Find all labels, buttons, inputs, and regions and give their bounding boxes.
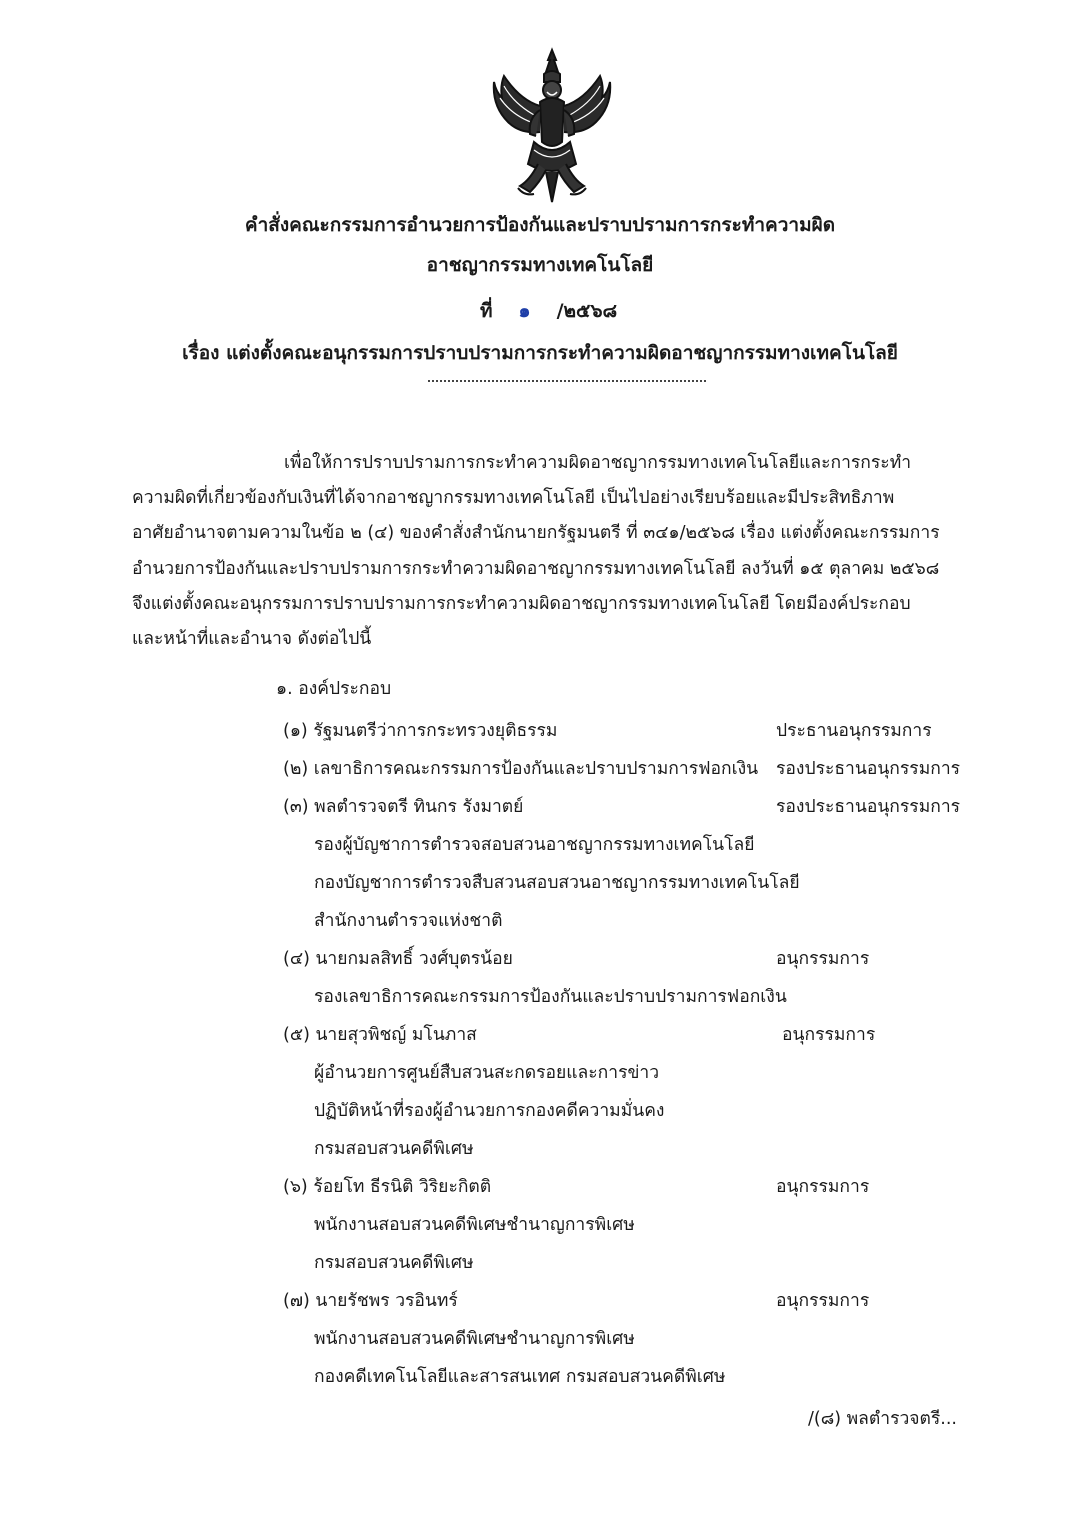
- member-detail: กรมสอบสวนคดีพิเศษ: [314, 1253, 474, 1273]
- order-year: /๒๕๖๘: [556, 300, 618, 322]
- dotted-divider: [428, 380, 706, 382]
- section-composition-title: ๑. องค์ประกอบ: [276, 679, 392, 699]
- member-role: อนุกรรมการ: [776, 949, 870, 969]
- order-title-line-1: คำสั่งคณะกรรมการอำนวยการป้องกันและปราบปรามการกระทำความผิด: [244, 214, 836, 236]
- member-name: (๓) พลตำรวจตรี ทินกร รังมาตย์: [283, 797, 524, 817]
- member-detail: กองบัญชาการตำรวจสืบสวนสอบสวนอาชญากรรมทางเทคโนโลยี: [314, 873, 800, 893]
- preamble-line: เพื่อให้การปราบปรามการกระทำความผิดอาชญากรรมทางเทคโนโลยีและการกระทำ: [284, 453, 912, 473]
- member-name: (๑) รัฐมนตรีว่าการกระทรวงยุติธรรม: [283, 721, 558, 741]
- preamble-paragraph: [132, 446, 978, 657]
- order-number-line: [480, 296, 617, 326]
- member-detail: รองผู้บัญชาการตำรวจสอบสวนอาชญากรรมทางเทคโนโลยี: [314, 835, 755, 855]
- member-detail: กรมสอบสวนคดีพิเศษ: [314, 1139, 474, 1159]
- preamble-line: และหน้าที่และอำนาจ ดังต่อไปนี้: [132, 628, 372, 649]
- member-name: (๖) ร้อยโท ธีรนิติ วิริยะกิตติ: [283, 1177, 492, 1197]
- member-name: (๗) นายรัชพร วรอินทร์: [283, 1291, 458, 1311]
- order-subject: เรื่อง แต่งตั้งคณะอนุกรรมการปราบปรามการกระทำความผิดอาชญากรรมทางเทคโนโลยี: [182, 342, 898, 364]
- continued-next-page: /(๘) พลตำรวจตรี...: [808, 1409, 957, 1429]
- member-detail: ปฏิบัติหน้าที่รองผู้อำนวยการกองคดีความมั่นคง: [314, 1101, 665, 1121]
- order-number-label: ที่: [480, 300, 493, 322]
- member-role: ประธานอนุกรรมการ: [776, 721, 932, 741]
- member-detail: พนักงานสอบสวนคดีพิเศษชำนาญการพิเศษ: [314, 1329, 635, 1349]
- member-detail: สำนักงานตำรวจแห่งชาติ: [314, 911, 503, 931]
- preamble-line: จึงแต่งตั้งคณะอนุกรรมการปราบปรามการกระทำความผิดอาชญากรรมทางเทคโนโลยี โดยมีองค์ประกอบ: [132, 593, 911, 614]
- member-detail: กองคดีเทคโนโลยีและสารสนเทศ กรมสอบสวนคดีพิเศษ: [314, 1367, 726, 1387]
- order-number: ๑: [518, 300, 531, 322]
- member-role: อนุกรรมการ: [776, 1291, 870, 1311]
- preamble-line: อาศัยอำนาจตามความในข้อ ๒ (๔) ของคำสั่งสำนักนายกรัฐมนตรี ที่ ๓๔๑/๒๕๖๘ เรื่อง แต่งตั้งคณะกรรมการ: [132, 523, 940, 544]
- member-name: (๕) นายสุวพิชญ์ มโนภาส: [283, 1025, 477, 1045]
- member-role: อนุกรรมการ: [776, 1177, 870, 1197]
- member-role: รองประธานอนุกรรมการ: [776, 797, 961, 817]
- member-name: (๔) นายกมลสิทธิ์ วงศ์บุตรน้อย: [283, 949, 513, 969]
- member-detail: ผู้อำนวยการศูนย์สืบสวนสะกดรอยและการข่าว: [314, 1063, 660, 1083]
- member-name: (๒) เลขาธิการคณะกรรมการป้องกันและปราบปรามการฟอกเงิน: [283, 759, 759, 779]
- member-role: อนุกรรมการ: [782, 1025, 876, 1045]
- member-role: รองประธานอนุกรรมการ: [776, 759, 961, 779]
- member-detail: พนักงานสอบสวนคดีพิเศษชำนาญการพิเศษ: [314, 1215, 635, 1235]
- preamble-line: ความผิดที่เกี่ยวข้องกับเงินที่ได้จากอาชญากรรมทางเทคโนโลยี เป็นไปอย่างเรียบร้อยและมีประสิทธิภาพ: [132, 488, 895, 509]
- preamble-line: อำนวยการป้องกันและปราบปรามการกระทำความผิดอาชญากรรมทางเทคโนโลยี ลงวันที่ ๑๕ ตุลาคม ๒๕๖๘: [132, 558, 940, 579]
- member-detail: รองเลขาธิการคณะกรรมการป้องกันและปราบปรามการฟอกเงิน: [314, 987, 787, 1007]
- garuda-emblem-icon: [490, 46, 614, 206]
- order-title-line-2: อาชญากรรมทางเทคโนโลยี: [426, 254, 654, 276]
